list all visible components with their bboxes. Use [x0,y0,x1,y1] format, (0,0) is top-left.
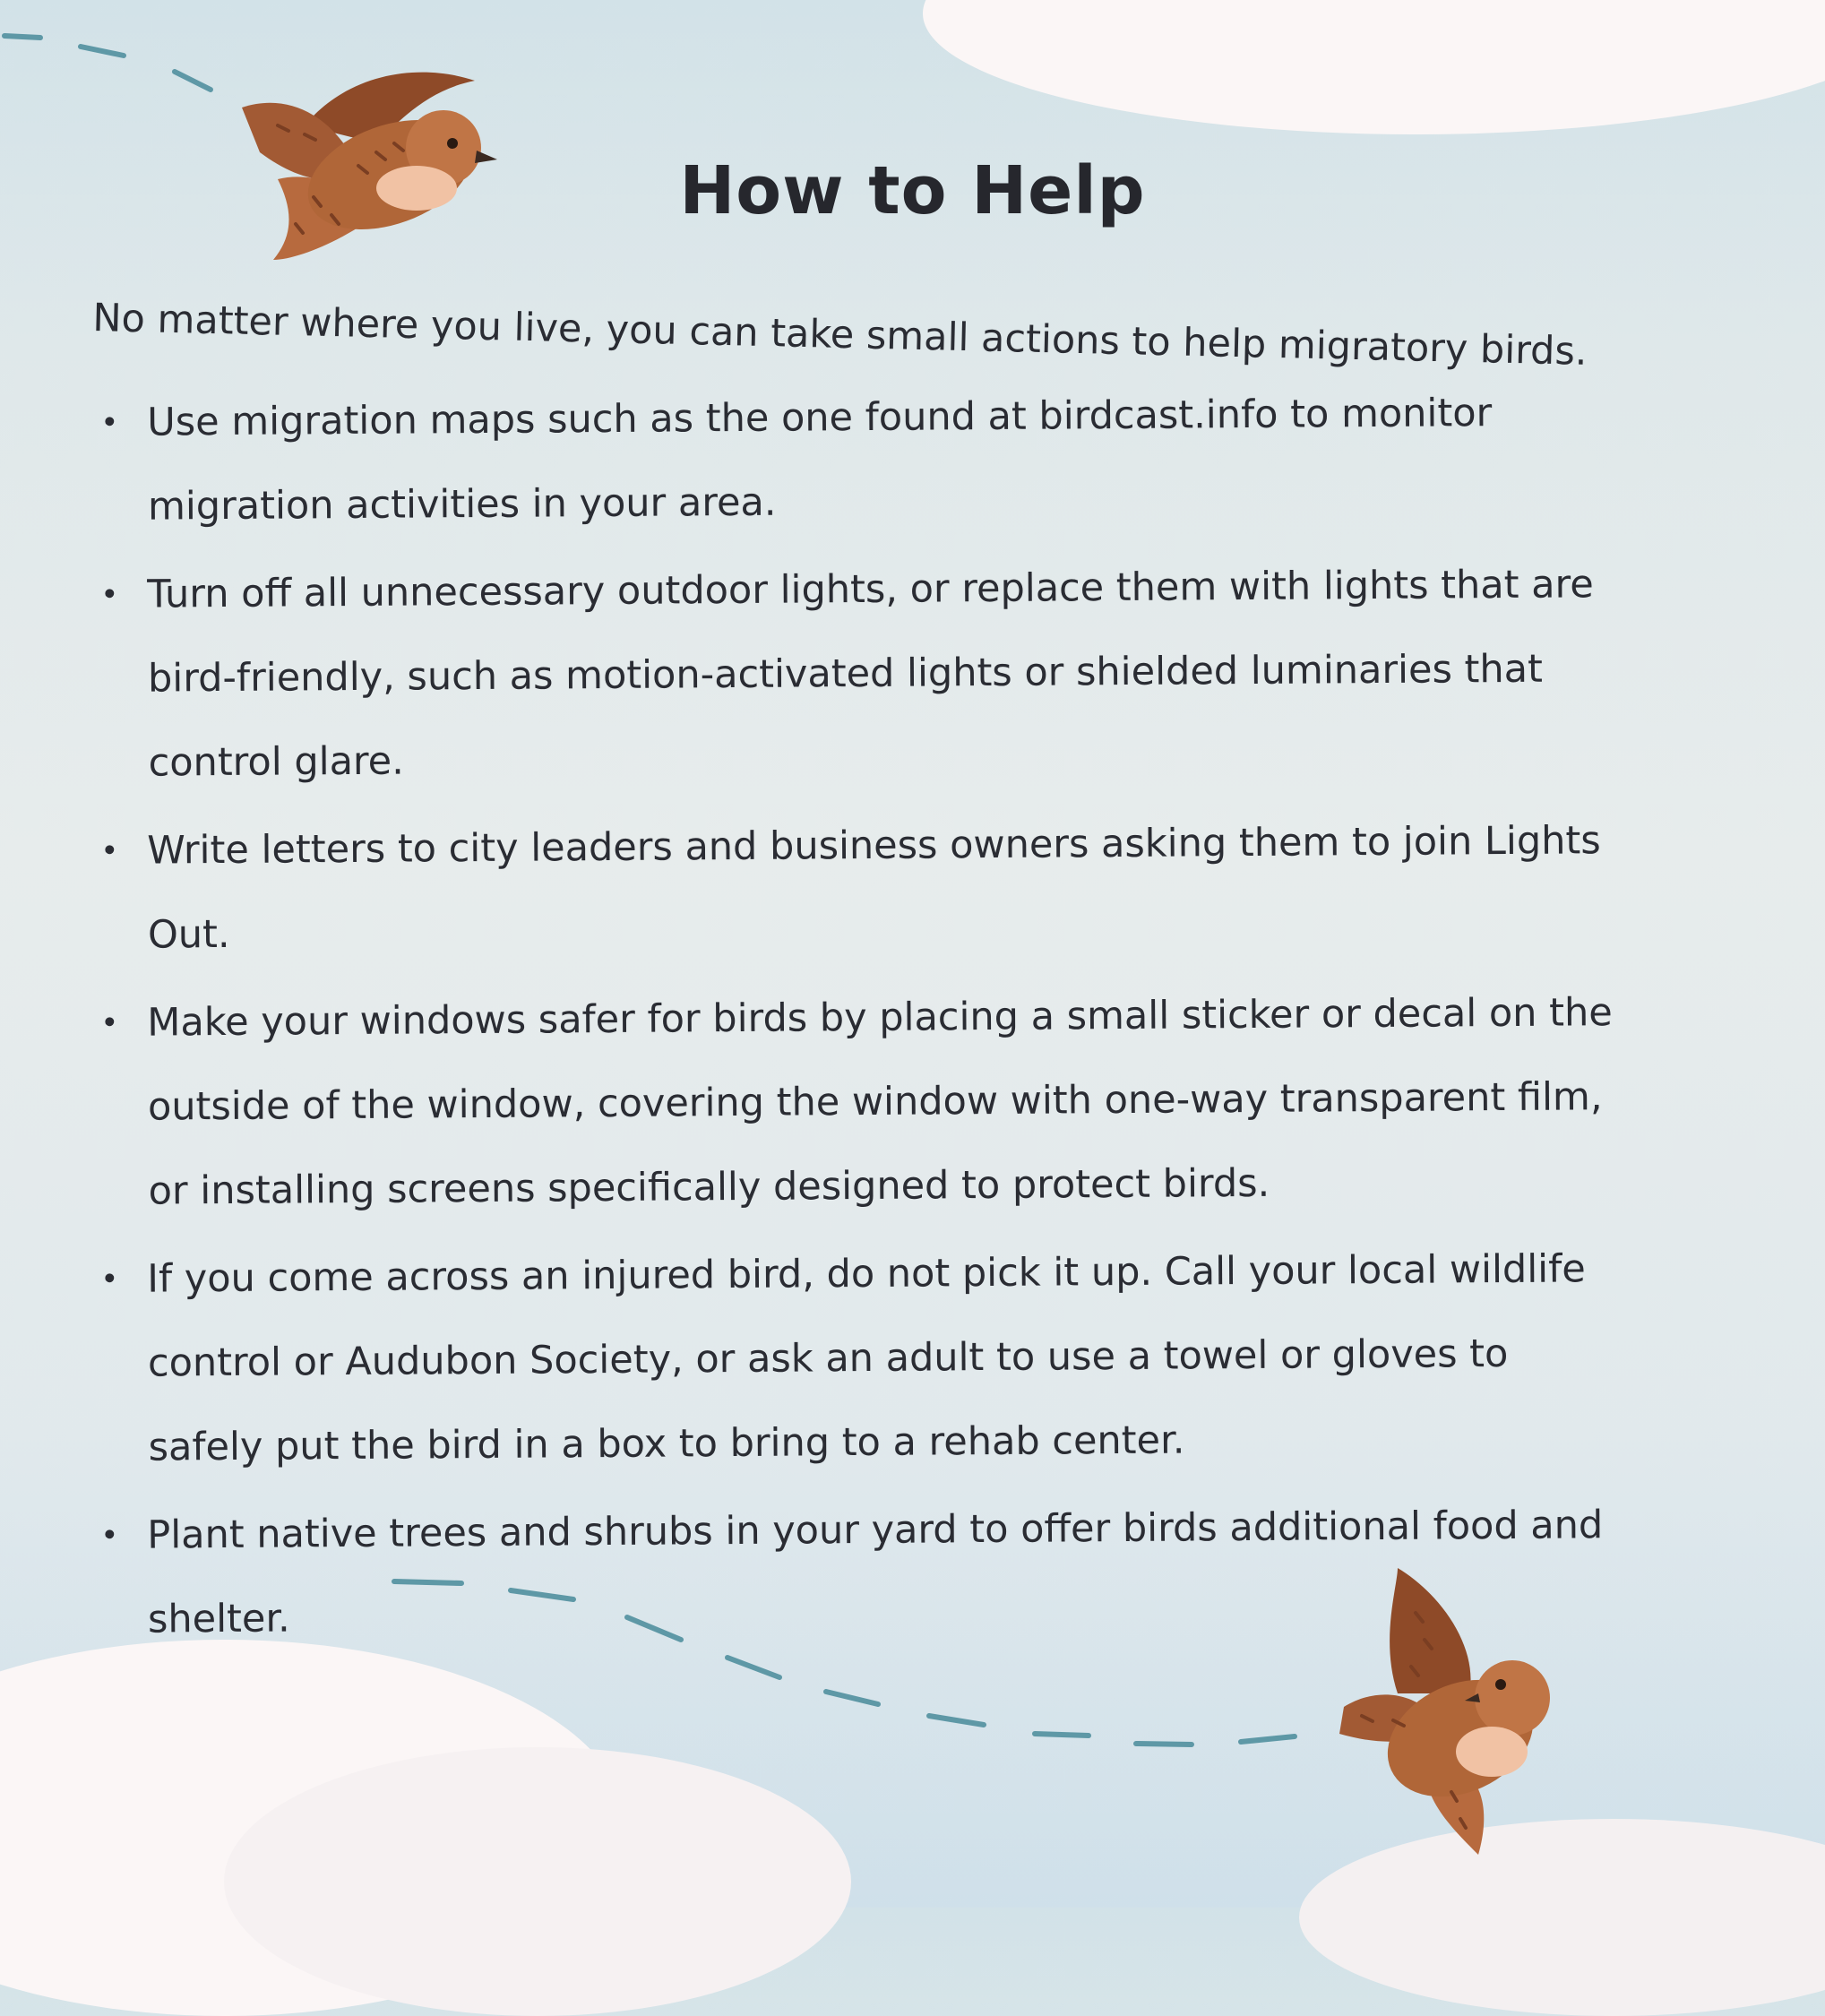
tip-text: • Plant native trees and shrubs in your yard to offer birds additional food and shelter. [147,1503,1604,1642]
list-item [93,370,1617,549]
list-item [93,798,1617,978]
cloud-bottom-left-2 [224,1747,851,2016]
page-title: How to Help [679,152,1146,229]
intro-text: No matter where you live, you can take small actions to help migratory birds. [91,296,1588,375]
tip-text: • Make your windows safer for birds by placing a small sticker or decal on the outside of the window, covering the window with one-way transparent film, or installing screens specifically designed to protect birds. [147,990,1613,1214]
list-item [93,1227,1618,1490]
flight-path-top [4,36,211,90]
cloud-bottom-right [1299,1819,1825,2016]
tip-text: • Use migration maps such as the one found at birdcast.info to monitor migration activities in your area. [147,391,1493,530]
cloud-top-right [923,0,1825,134]
tip-text: • If you come across an injured bird, do not pick it up. Call your local wildlife control or Audubon Society, or ask an adult to use a towel or gloves to safely put the bird in a box to bring to a rehab center. [147,1246,1586,1470]
tips-list [93,381,1616,1666]
tip-text: • Write letters to city leaders and business owners asking them to join Lights Out. [147,818,1601,958]
list-item [93,1483,1617,1662]
list-item [93,970,1618,1234]
list-item [93,542,1618,806]
tip-text: • Turn off all unnecessary outdoor lights, or replace them with lights that are bird-friendly, such as motion-activated lights or shielded luminaries that control glare. [147,562,1594,786]
